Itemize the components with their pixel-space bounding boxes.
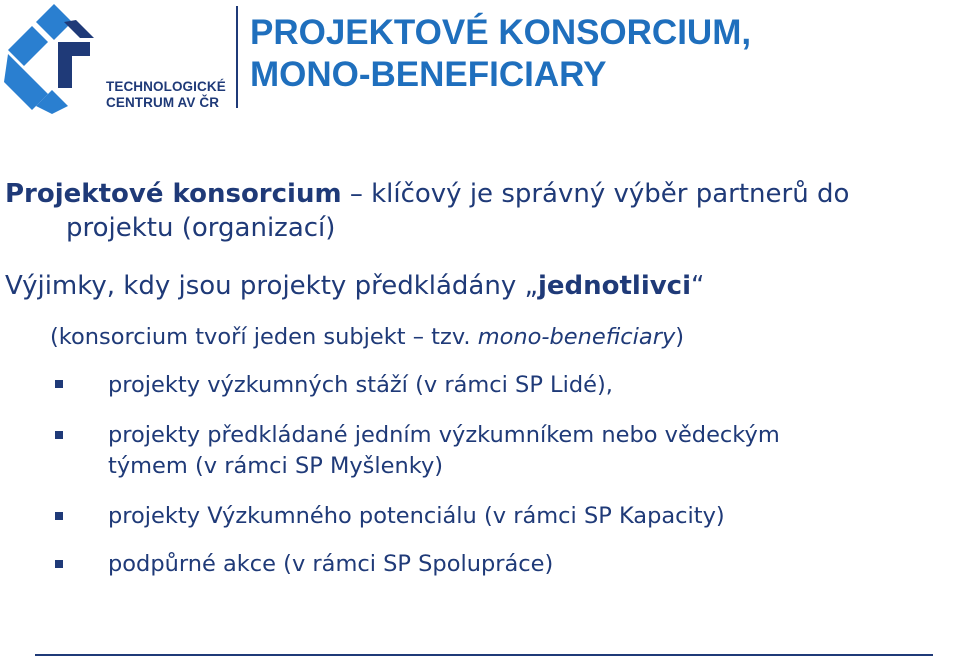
paragraph-exceptions xyxy=(5,270,705,303)
paragraph-consortium xyxy=(5,178,849,211)
bullet-item: projekty předkládané jedním výzkumníkem nebo vědeckým xyxy=(108,422,780,448)
exceptions-term: jednotlivci xyxy=(537,271,692,301)
consortium-term: Projektové konsorcium xyxy=(5,179,342,209)
bullet-item: projekty výzkumných stáží (v rámci SP Lidé), xyxy=(108,372,613,398)
mono-term: mono-beneficiary xyxy=(477,324,676,350)
paragraph-mono-beneficiary xyxy=(50,322,684,352)
bullet-marker xyxy=(55,560,63,568)
bullet-item: podpůrné akce (v rámci SP Spolupráce) xyxy=(108,551,554,577)
bullet-item: projekty Výzkumného potenciálu (v rámci SP Kapacity) xyxy=(108,503,725,529)
mono-end: ) xyxy=(675,324,685,350)
consortium-text: – klíčový je správný výběr partnerů do xyxy=(341,179,850,209)
logo xyxy=(2,2,232,114)
exceptions-text: Výjimky, kdy jsou projekty předkládány „ xyxy=(5,271,538,301)
footer-divider xyxy=(35,654,933,656)
bullet-item-cont: týmem (v rámci SP Myšlenky) xyxy=(108,453,444,479)
logo-line-1: TECHNOLOGICKÉ xyxy=(106,79,226,94)
title-line-2: MONO-BENEFICIARY xyxy=(250,55,607,94)
mono-text: (konsorcium tvoří jeden subjekt – tzv. xyxy=(50,324,478,350)
title-line-1: PROJEKTOVÉ KONSORCIUM, xyxy=(250,13,752,52)
paragraph-consortium-cont: projektu (organizací) xyxy=(66,213,336,243)
page-title xyxy=(250,12,751,96)
bullet-marker xyxy=(55,431,63,439)
logo-line-2: CENTRUM AV ČR xyxy=(106,95,220,110)
logo-text xyxy=(106,79,226,111)
bullet-marker xyxy=(55,512,63,520)
bullet-marker xyxy=(55,380,63,388)
tc-logo-icon xyxy=(2,2,106,114)
exceptions-quote-end: “ xyxy=(691,271,705,301)
header-divider xyxy=(236,6,238,108)
